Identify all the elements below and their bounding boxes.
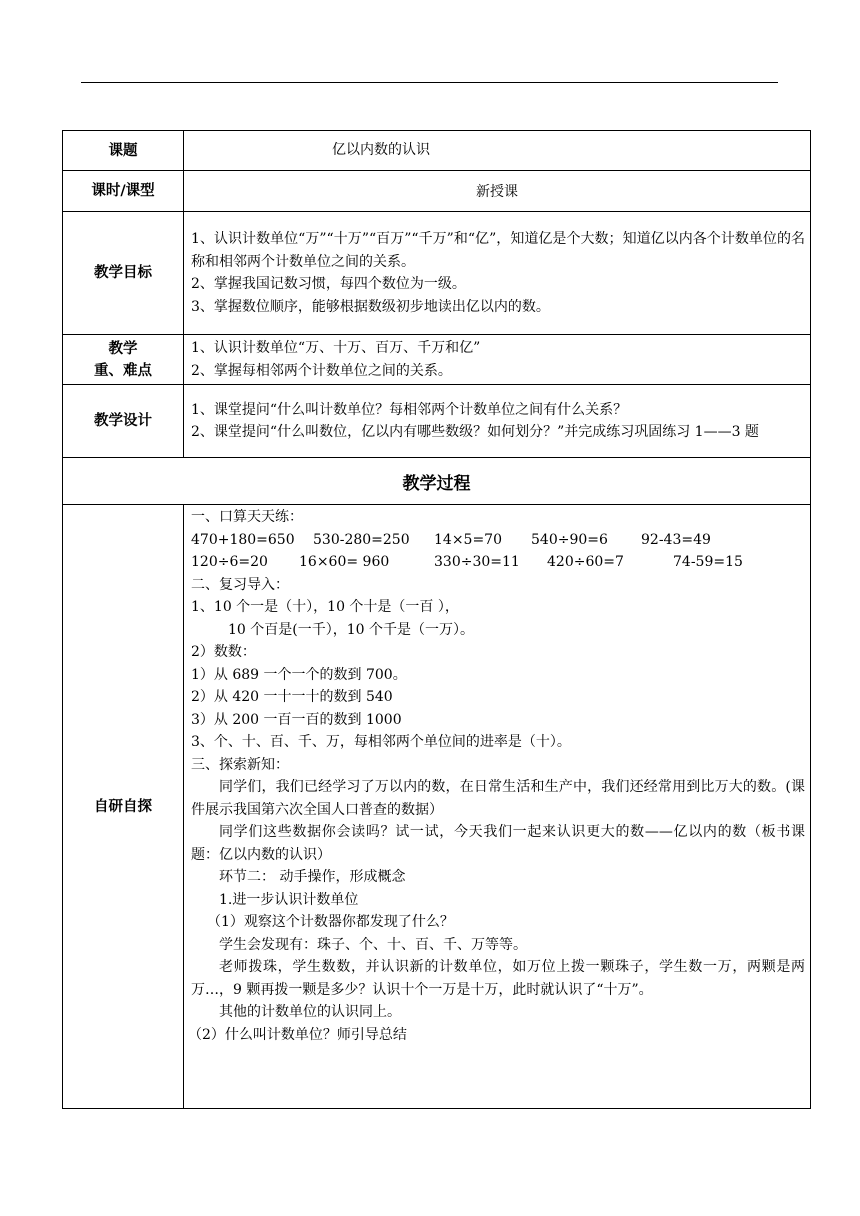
- goal-line: 1、认识计数单位“万”“十万”“百万”“千万”和“亿”，知道亿是个大数；知道亿以内各个计数单位的名称和相邻两个计数单位之间的关系。: [191, 231, 805, 270]
- goal-line: 2、掌握我国记数习惯，每四个数位为一级。: [191, 276, 466, 292]
- key-points-label-2: 重、难点: [94, 362, 152, 379]
- key-point-line: 2、掌握每相邻两个计数单位之间的关系。: [191, 362, 452, 379]
- review-line: 2）数数：: [191, 644, 256, 660]
- arith-item: 470+180=650: [191, 531, 295, 548]
- goals-label: 教学目标: [63, 212, 184, 335]
- paragraph: 其他的计数单位的认识同上。: [219, 1004, 401, 1020]
- question-line: （2）什么叫计数单位？师引导总结: [188, 1026, 407, 1043]
- process-header: 教学过程: [63, 458, 811, 505]
- review-line: 2）从 420 一十一十的数到 540: [191, 689, 393, 705]
- design-label: 教学设计: [63, 385, 184, 458]
- arith-item: 14×5=70: [434, 531, 502, 548]
- paragraph: 同学们，我们已经学习了万以内的数，在日常生活和生产中，我们还经常用到比万大的数。(课件展示我国第六次全国人口普查的数据）: [191, 779, 805, 818]
- row-design: [63, 385, 811, 458]
- paragraph: 学生会发现有：珠子、个、十、百、千、万等等。: [219, 936, 527, 953]
- review-line: 3）从 200 一百一百的数到 1000: [191, 711, 402, 728]
- paragraph: 同学们这些数据你会读吗？试一试，今天我们一起来认识更大的数——亿以内的数（板书课题：亿以内数的认识）: [191, 824, 805, 863]
- section-title: 一、口算天天练：: [191, 509, 303, 525]
- topic-label: 课题: [63, 131, 184, 171]
- review-line: 3、个、十、百、千、万，每相邻两个单位间的进率是（十）。: [191, 734, 571, 750]
- row-process-header: [63, 458, 811, 505]
- arith-row: [191, 529, 805, 552]
- period-label: 课时/课型: [63, 171, 184, 212]
- row-goals: [63, 212, 811, 335]
- section-title: 二、复习导入：: [191, 576, 289, 593]
- topic-value: 亿以内数的认识: [332, 142, 430, 159]
- period-value: 新授课: [184, 171, 811, 212]
- arith-item: 530-280=250: [313, 531, 410, 548]
- row-key-points: [63, 335, 811, 385]
- arith-item: 330÷30=11: [434, 554, 520, 570]
- row-topic: [63, 131, 811, 171]
- header-rule: [81, 82, 778, 83]
- arith-item: 120÷6=20: [191, 554, 268, 570]
- step-line: 1.进一步认识计数单位: [219, 891, 359, 908]
- row-self-study: [63, 505, 811, 1109]
- arith-item: 420÷60=7: [547, 554, 624, 570]
- arith-row: [191, 551, 805, 574]
- design-line: 2、课堂提问“什么叫数位，亿以内有哪些数级？如何划分？”并完成练习巩固练习 1——3 题: [191, 424, 759, 440]
- question-line: （1）观察这个计数器你都发现了什么？: [207, 914, 454, 930]
- paragraph: 老师拨珠，学生数数，并认识新的计数单位，如万位上拨一颗珠子，学生数一万，两颗是两万…，9 颗再拨一颗是多少？认识十个一万是十万，此时就认识了“十万”。: [191, 959, 805, 998]
- arith-item: 540÷90=6: [531, 531, 608, 548]
- arith-item: 74-59=15: [673, 554, 743, 570]
- review-line: 1）从 689 一个一个的数到 700。: [191, 666, 407, 683]
- key-point-line: 1、认识计数单位“万、十万、百万、千万和亿”: [191, 340, 481, 356]
- key-points-label-1: 教学: [108, 340, 138, 357]
- review-line: 1、10 个一是（十），10 个十是（一百 ），: [191, 599, 459, 615]
- section-title: 三、探索新知：: [191, 756, 289, 773]
- self-study-label: 自研自探: [63, 505, 184, 1109]
- lesson-plan-table: [62, 130, 811, 1109]
- review-line: 10 个百是(一千），10 个千是（一万）。: [228, 621, 474, 638]
- arith-item: 92-43=49: [641, 531, 711, 548]
- design-line: 1、课堂提问“什么叫计数单位？每相邻两个计数单位之间有什么关系？: [191, 401, 628, 418]
- goal-line: 3、掌握数位顺序，能够根据数级初步地读出亿以内的数。: [191, 298, 550, 315]
- row-period: [63, 171, 811, 212]
- arith-item: 16×60= 960: [299, 554, 390, 570]
- step-line: 环节二： 动手操作，形成概念: [219, 869, 406, 885]
